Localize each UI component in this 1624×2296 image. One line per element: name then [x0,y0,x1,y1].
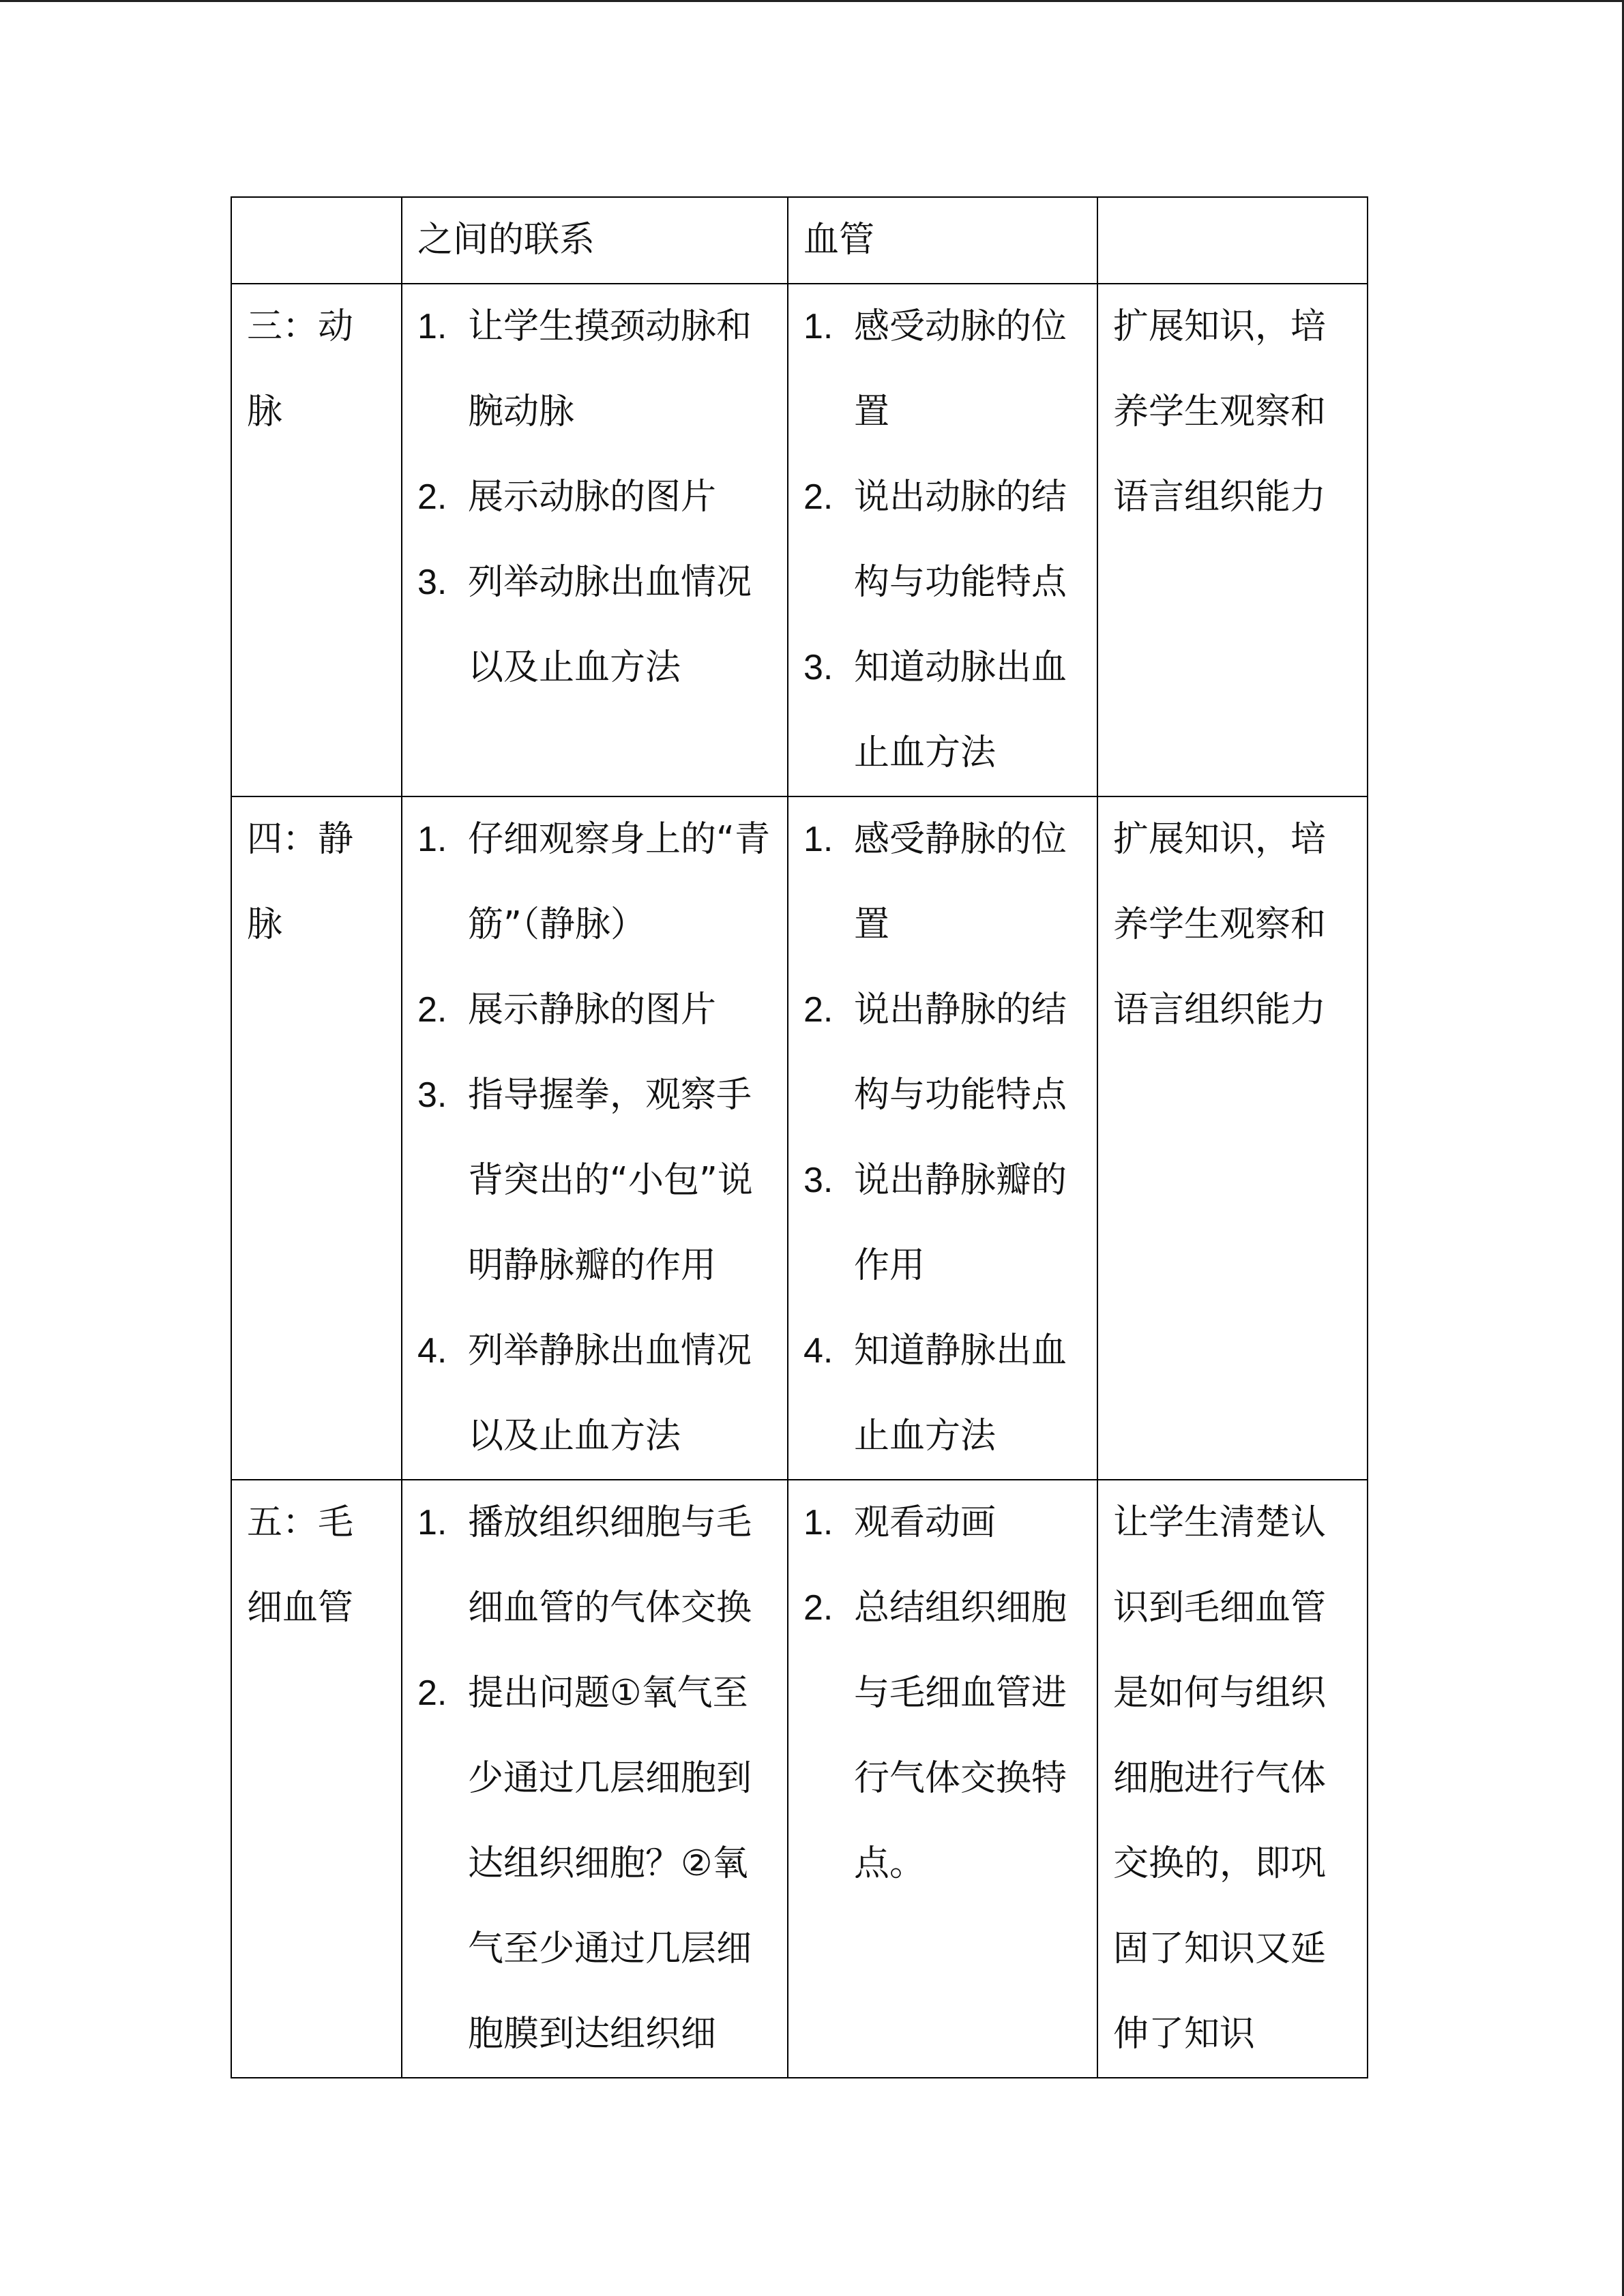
purpose-cell-empty [1097,197,1368,284]
table-row-continued [231,197,1368,284]
list-item: 2. 说出静脉的结构与功能特点 [803,989,1067,1116]
list-item: 1. 观看动画 [803,1502,996,1543]
page-edge-top [0,0,1624,2]
stage-cell: 三：动脉 [231,284,402,796]
table-row-veins [231,796,1368,1480]
stage-cell: 四：静脉 [231,796,402,1480]
list-item: 1. 让学生摸颈动脉和腕动脉 [417,306,752,432]
list-item: 2. 说出动脉的结构与功能特点 [803,477,1067,603]
student-steps-list [803,797,1082,1479]
list-item: 3. 知道动脉出血止血方法 [803,647,1067,773]
list-item: 2. 提出问题①氧气至少通过几层细胞到达组织细胞？②氧气至少通过几层细胞膜到达组织细 [417,1673,752,2055]
teacher-activity-cell [402,284,788,796]
teacher-steps-list [417,284,772,711]
purpose-cell: 让学生清楚认识到毛细血管是如何与组织细胞进行气体交换的，即巩固了知识又延伸了知识 [1097,1480,1368,2078]
stage-cell: 五：毛细血管 [231,1480,402,2078]
lesson-plan-table [231,196,1368,2078]
student-steps-list [803,1480,1082,1907]
list-item: 4. 知道静脉出血止血方法 [803,1330,1067,1457]
student-activity-cell [788,796,1097,1480]
list-item: 1. 感受动脉的位置 [803,306,1067,432]
list-item: 1. 感受静脉的位置 [803,819,1067,945]
list-item: 2. 展示静脉的图片 [417,989,717,1030]
stage-cell-empty [231,197,402,284]
student-steps-list [803,284,1082,796]
purpose-cell: 扩展知识，培养学生观察和语言组织能力 [1097,796,1368,1480]
student-activity-cell [788,284,1097,796]
list-item: 2. 总结组织细胞与毛细血管进行气体交换特点。 [803,1587,1067,1884]
teacher-steps-list [417,797,772,1479]
list-item: 1. 播放组织细胞与毛细血管的气体交换 [417,1502,752,1628]
teacher-activity-cell [402,796,788,1480]
list-item: 3. 指导握拳，观察手背突出的“小包”说明静脉瓣的作用 [417,1075,753,1286]
purpose-cell: 扩展知识，培养学生观察和语言组织能力 [1097,284,1368,796]
list-item: 3. 说出静脉瓣的作用 [803,1160,1067,1286]
student-activity-cell [788,1480,1097,2078]
teacher-steps-list [417,1480,772,2077]
teacher-activity-cell [402,1480,788,2078]
list-item: 3. 列举动脉出血情况以及止血方法 [417,562,752,688]
list-item: 4. 列举静脉出血情况以及止血方法 [417,1330,752,1457]
list-item: 2. 展示动脉的图片 [417,477,717,518]
list-item: 1. 仔细观察身上的“青筋”（静脉） [417,819,770,945]
teacher-cell-continued: 之间的联系 [402,197,788,284]
table-row-arteries [231,284,1368,796]
student-cell-continued: 血管 [788,197,1097,284]
table-row-capillaries [231,1480,1368,2078]
